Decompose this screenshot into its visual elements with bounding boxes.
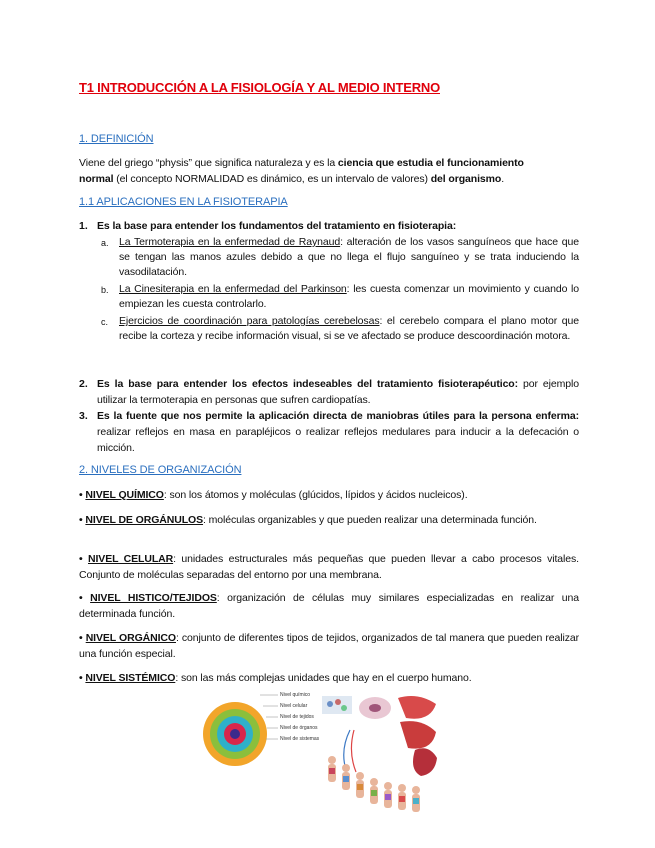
level-item-tejidos [79, 590, 579, 622]
definition-bold-3: del organismo [430, 173, 502, 185]
level-text: : unidades estructurales más pequeñas que pueden llevar a cabo procesos vitales. Conjunto de moléculas separadas del entorno por una membrana. [79, 553, 579, 581]
sub-item-a-text: : alteración de los vasos sanguíneos que hace que se tengan las manos azules debido a que no llega el flujo sanguíneo y se trata induciendo la vasodilatación. [119, 236, 579, 278]
page-title: T1 INTRODUCCIÓN A LA FISIOLOGÍA Y AL MEDIO INTERNO [79, 80, 440, 95]
level-name: NIVEL QUÍMICO [85, 489, 164, 501]
level-text: : moléculas organizables y que pueden realizar una determinada función. [203, 514, 537, 526]
list-item-2-text: por ejemplo utilizar la termoterapia en personas que sufren cardiopatías. [97, 378, 579, 406]
bullet: • [79, 553, 83, 565]
nucleus-shape [369, 704, 381, 712]
level-text: : organización de células muy similares especializadas en realizar una determinada función. [79, 592, 579, 620]
anatomy-drawing [320, 690, 445, 820]
atom-shape [335, 699, 341, 705]
atom-shape [327, 701, 333, 707]
ring-label: Nivel celular [280, 703, 308, 709]
sub-letter-b: b. [101, 285, 109, 295]
bullet: • [79, 592, 83, 604]
definition-text-end: . [501, 173, 505, 185]
definition-text-2: (el concepto NORMALIDAD es dinámico, es un intervalo de valores) [113, 173, 431, 185]
level-item-organico [79, 630, 579, 662]
sub-item-c [119, 314, 579, 344]
ring-label: Nivel químico [280, 692, 311, 698]
level-name: NIVEL HISTICO/TEJIDOS [90, 592, 217, 604]
list-item-3-text: realizar reflejos en masa en parapléjicos o realizar reflejos medulares para inducir a la defecación o micción. [97, 426, 579, 454]
ring-label: Nivel de sistemas [280, 736, 320, 742]
atom-shape [341, 705, 347, 711]
definition-bold-2: normal [79, 173, 114, 185]
section-heading-niveles: 2. NIVELES DE ORGANIZACIÓN [79, 464, 242, 476]
section-heading-aplicaciones: 1.1 APLICACIONES EN LA FISIOTERAPIA [79, 196, 288, 208]
level-item-organulos [79, 512, 579, 528]
bullet: • [79, 672, 83, 684]
ring-label: Nivel de tejidos [280, 714, 314, 720]
level-name: NIVEL SISTÉMICO [85, 672, 176, 684]
sub-letter-c: c. [101, 317, 109, 327]
definition-text-1: Viene del griego “physis” que significa naturaleza y es la [79, 157, 338, 169]
ring-label: Nivel de órganos [280, 725, 318, 731]
sub-item-a-title: La Termoterapia en la enfermedad de Raynaud [119, 236, 341, 248]
definition-bold-1: ciencia que estudia el funcionamiento [337, 157, 524, 169]
sub-item-c-title: Ejercicios de coordinación para patologías cerebelosas [119, 315, 380, 327]
sub-item-b [119, 282, 579, 312]
list-number-1: 1. [79, 220, 88, 232]
level-text: : son las más complejas unidades que hay en el cuerpo humano. [175, 672, 472, 684]
list-item-1-text: Es la base para entender los fundamentos del tratamiento en fisioterapia: [97, 220, 457, 232]
list-item-3 [97, 408, 579, 456]
section-heading-definicion: 1. DEFINICIÓN [79, 133, 154, 145]
sub-item-a [119, 235, 579, 280]
list-item-3-bold: Es la fuente que nos permite la aplicación directa de maniobras útiles para la persona enferma: [97, 410, 579, 422]
definition-paragraph [79, 155, 579, 187]
molecule-panel [322, 696, 352, 714]
sub-item-b-text: : les cuesta comenzar un movimiento y cuando lo empiezan les cuesta controlarlo. [119, 283, 580, 310]
ring-chemical [230, 729, 240, 739]
level-item-sistemico [79, 670, 579, 686]
level-name: NIVEL DE ORGÁNULOS [85, 514, 204, 526]
list-item-2 [97, 376, 579, 408]
list-number-2: 2. [79, 378, 88, 390]
level-item-quimico [79, 487, 579, 503]
level-name: NIVEL ORGÁNICO [85, 632, 176, 644]
sub-item-c-text: : el cerebelo compara el plano motor que recibe la corteza y recibe información visual, si se ve afectado se produce descoordinación motora. [119, 315, 579, 342]
bullet: • [79, 632, 83, 644]
list-number-3: 3. [79, 410, 88, 422]
list-item-2-bold: Es la base para entender los efectos indeseables del tratamiento fisioterapéutico: [97, 378, 519, 390]
organization-levels-rings-figure [200, 692, 320, 807]
level-text: : son los átomos y moléculas (glúcidos, lípidos y ácidos nucleicos). [163, 489, 468, 501]
sub-item-b-title: La Cinesiterapia en la enfermedad del Parkinson [119, 283, 347, 295]
bullet: • [79, 514, 83, 526]
level-name: NIVEL CELULAR [88, 553, 174, 565]
sub-letter-a: a. [101, 238, 109, 248]
level-text: : conjunto de diferentes tipos de tejidos, organizados de tal manera que pueden realizar una función especial. [79, 632, 579, 660]
anatomy-illustration [320, 690, 445, 825]
level-item-celular [79, 551, 579, 583]
bullet: • [79, 489, 83, 501]
